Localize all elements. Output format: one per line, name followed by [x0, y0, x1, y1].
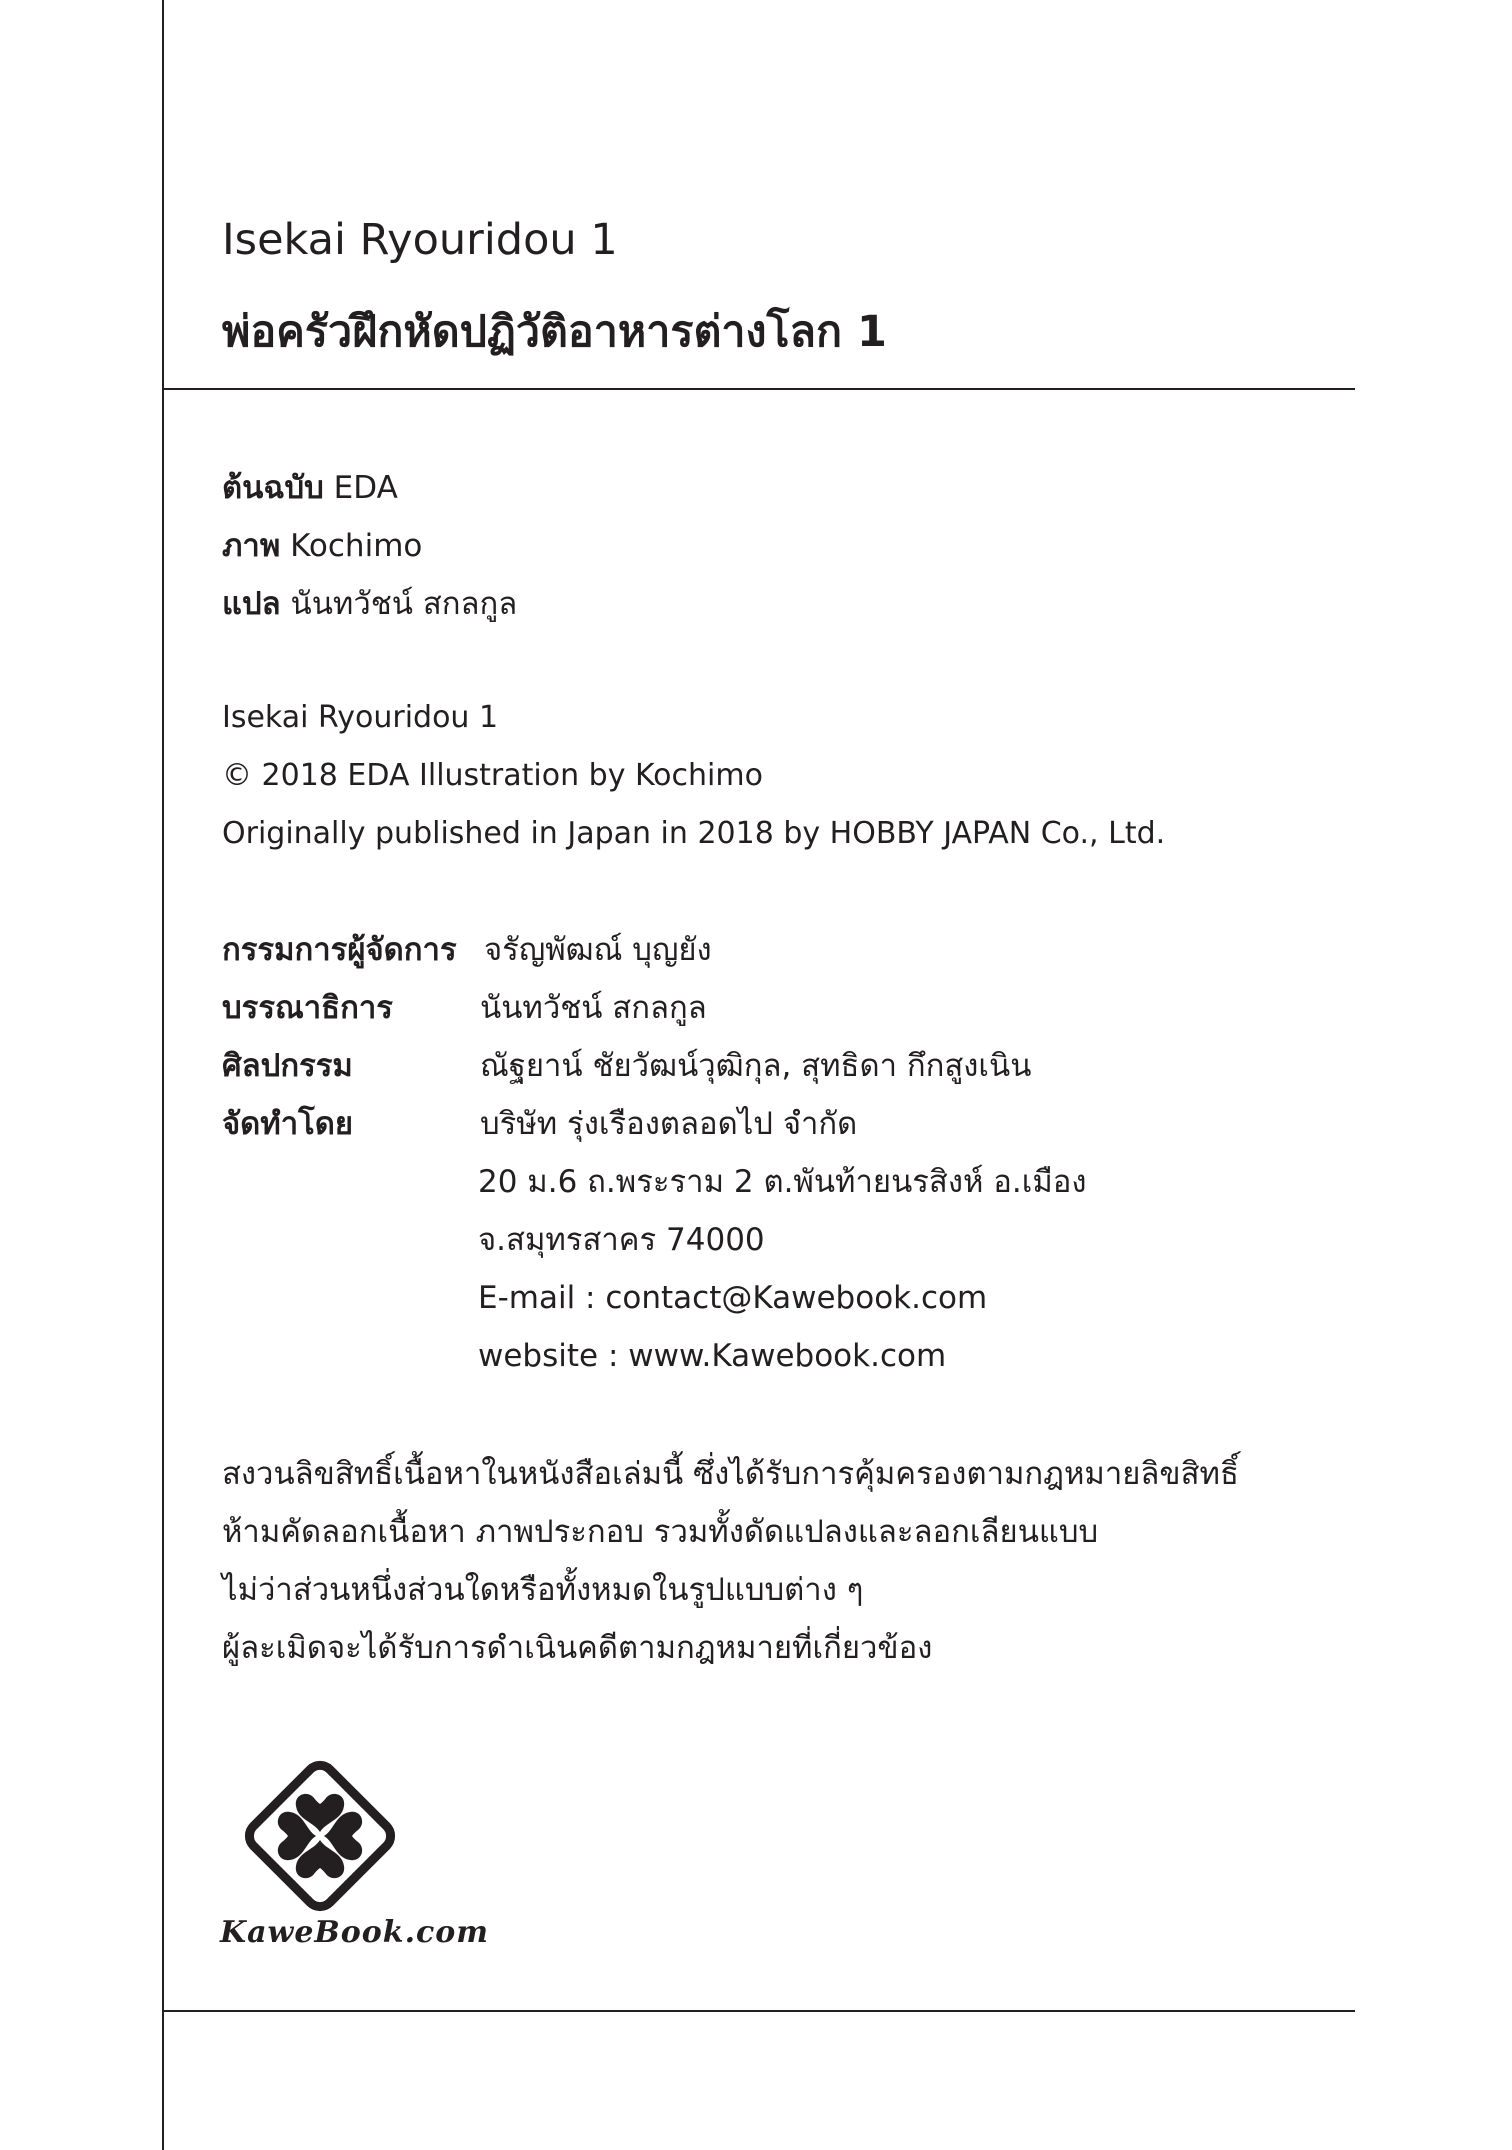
notice-line: ไม่ว่าส่วนหนึ่งส่วนใดหรือทั้งหมดในรูปแบบต่าง ๆ — [222, 1572, 864, 1608]
staff-label: จัดทำโดย — [222, 1106, 354, 1142]
address-line: จ.สมุทรสาคร 74000 — [478, 1222, 765, 1258]
notice-line: ผู้ละเมิดจะได้รับการดำเนินคดีตามกฎหมายที่เกี่ยวข้อง — [222, 1630, 933, 1666]
address-line: 20 ม.6 ถ.พระราม 2 ต.พันท้ายนรสิงห์ อ.เมือง — [478, 1164, 1087, 1200]
credit-value: EDA — [333, 470, 398, 506]
website-line: website : www.Kawebook.com — [478, 1338, 947, 1374]
bottom-divider — [162, 2010, 1355, 2012]
staff-label: บรรณาธิการ — [222, 990, 393, 1026]
staff-value: นันทวัชน์ สกลกูล — [480, 990, 707, 1026]
staff-value: บริษัท รุ่งเรืองตลอดไป จำกัด — [480, 1106, 858, 1142]
notice-line: ห้ามคัดลอกเนื้อหา ภาพประกอบ รวมทั้งดัดแปลงและลอกเลียนแบบ — [222, 1514, 1099, 1550]
credit-label: ภาพ — [222, 528, 281, 564]
credit-translation — [222, 584, 517, 624]
credit-value: Kochimo — [290, 528, 423, 564]
copyright-line: © 2018 EDA Illustration by Kochimo — [222, 758, 763, 793]
email-line: E-mail : contact@Kawebook.com — [478, 1280, 988, 1316]
staff-label: ศิลปกรรม — [222, 1048, 353, 1084]
staff-value: จรัญพัฒณ์ บุญยัง — [484, 932, 712, 968]
credit-value: นันทวัชน์ สกลกูล — [290, 586, 518, 622]
credit-original — [222, 468, 398, 508]
credit-illustration — [222, 526, 422, 566]
copyright-line: Isekai Ryouridou 1 — [222, 700, 499, 735]
title-english: Isekai Ryouridou 1 — [222, 215, 618, 265]
copyright-line: Originally published in Japan in 2018 by HOBBY JAPAN Co., Ltd. — [222, 816, 1166, 851]
credit-label: ต้นฉบับ — [222, 470, 324, 506]
title-thai: พ่อครัวฝึกหัดปฏิวัติอาหารต่างโลก 1 — [222, 307, 887, 357]
clover-diamond-icon — [244, 1760, 396, 1912]
staff-label: กรรมการผู้จัดการ — [222, 932, 457, 968]
logo-wordmark: KaweBook.com — [220, 1915, 490, 1950]
notice-line: สงวนลิขสิทธิ์เนื้อหาในหนังสือเล่มนี้ ซึ่งได้รับการคุ้มครองตามกฎหมายลิขสิทธิ์ — [222, 1456, 1239, 1492]
credit-label: แปล — [222, 586, 281, 622]
left-margin-rule — [162, 0, 164, 2150]
top-divider — [162, 388, 1355, 390]
staff-value: ณัฐยาน์ ชัยวัฒน์วุฒิกุล, สุทธิดา กึกสูงเนิน — [480, 1048, 1032, 1084]
